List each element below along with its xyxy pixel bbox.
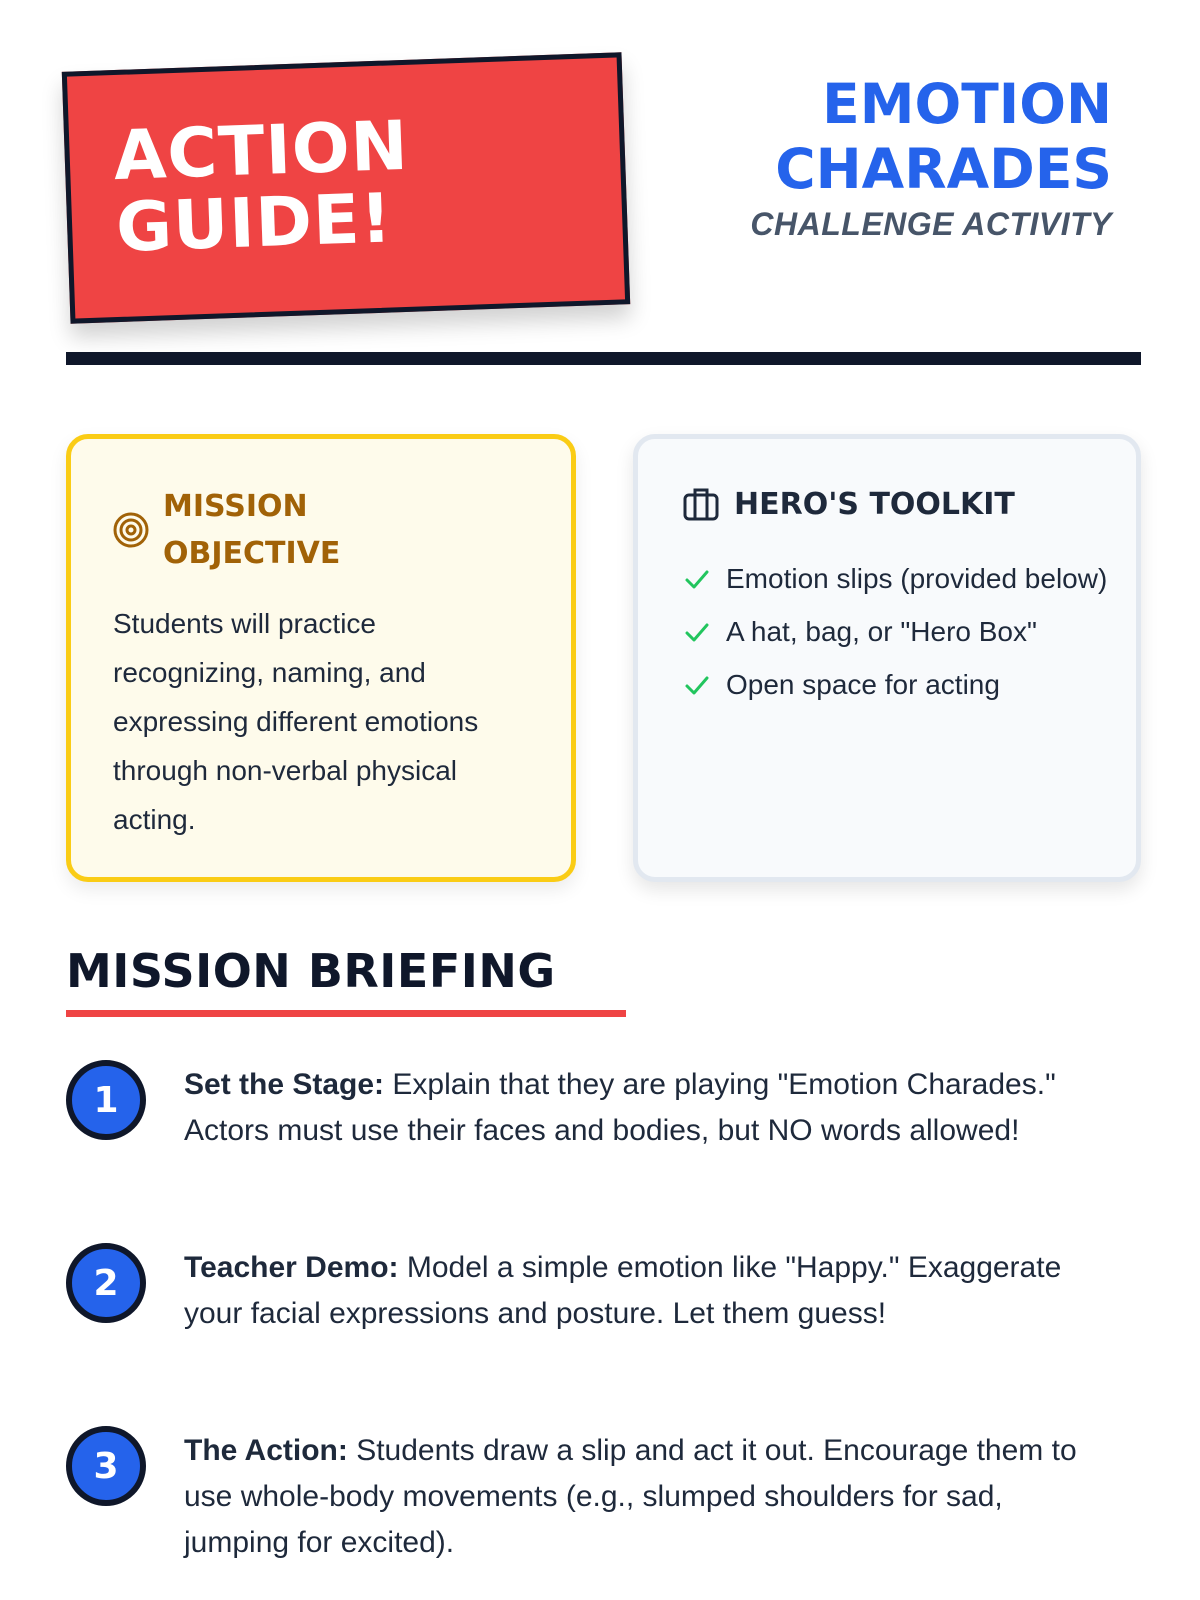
step-description: Explain that they are playing "Emotion Charades." Actors must use their faces and bodies, but NO words allowed! [184, 1068, 1056, 1147]
objective-title: MISSION OBJECTIVE [163, 489, 341, 571]
header-divider [66, 352, 1141, 365]
toolkit-item [682, 661, 1112, 708]
activity-title: EMOTION CHARADES [775, 72, 1112, 201]
toolkit-heading [682, 485, 1015, 523]
toolkit-list [682, 555, 1112, 714]
activity-title-block [750, 72, 1112, 243]
objective-heading [111, 483, 340, 577]
step-text [184, 1428, 1114, 1566]
toolkit-item [682, 555, 1112, 602]
toolkit-item-label: A hat, bag, or "Hero Box" [726, 616, 1037, 647]
step-label: The Action: [184, 1434, 348, 1467]
step-description: Model a simple emotion like "Happy." Exaggerate your facial expressions and posture. Let them guess! [184, 1251, 1062, 1330]
toolkit-item-label: Open space for acting [726, 669, 1000, 700]
mission-objective-card [66, 434, 576, 882]
step-label: Set the Stage: [184, 1068, 385, 1101]
check-icon [682, 617, 712, 647]
objective-body: Students will practice recognizing, naming, and expressing different emotions through non-verbal physical acting. [113, 608, 479, 835]
step-text [184, 1245, 1114, 1337]
activity-subtitle: CHALLENGE ACTIVITY [750, 206, 1112, 242]
mission-briefing-heading: MISSION BRIEFING [66, 944, 556, 998]
check-icon [682, 670, 712, 700]
toolkit-item [682, 608, 1112, 655]
step-label: Teacher Demo: [184, 1251, 399, 1284]
stamp-title: ACTION GUIDE! [112, 106, 410, 269]
step-number-badge: 2 [66, 1243, 146, 1323]
heros-toolkit-card [633, 434, 1141, 882]
toolkit-item-label: Emotion slips (provided below) [726, 563, 1108, 594]
step-number-badge: 1 [66, 1060, 146, 1140]
toolkit-title: HERO'S TOOLKIT [734, 486, 1015, 522]
briefcase-icon [682, 485, 720, 523]
step-description: Students draw a slip and act it out. Encourage them to use whole-body movements (e.g., slumped shoulders for sad, jumping for excited). [184, 1434, 1077, 1559]
briefing-underline [66, 1010, 626, 1017]
check-icon [682, 564, 712, 594]
target-icon [111, 510, 151, 550]
step-number-badge: 3 [66, 1426, 146, 1506]
action-guide-stamp [62, 52, 630, 323]
step-text [184, 1062, 1114, 1154]
